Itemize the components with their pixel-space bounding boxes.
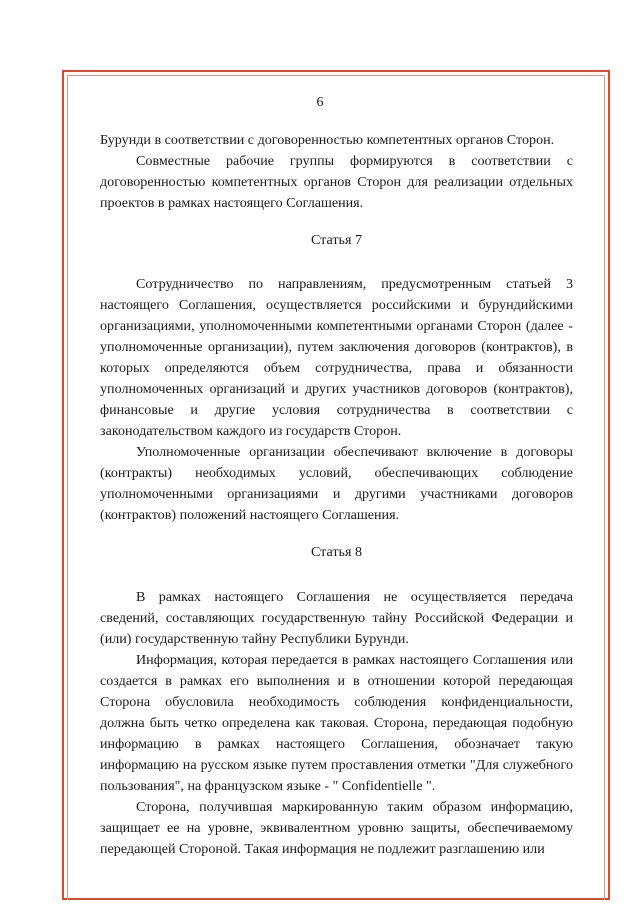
paragraph: Сторона, получившая маркированную таким образом информацию, защищает ее на уровне, эквивалентном уровню защиты, обеспечиваемому передающей Стороной. Такая информация не подлежит разглашению или bbox=[100, 799, 573, 857]
paragraph: Информация, которая передается в рамках настоящего Соглашения или создается в рамках его выполнения и в отношении которой передающая Сторона обусловила необходимость соблюдения конфиденциальности, должна быть четко определена как таковая. Сторона, передающая подобную информацию в рамках настоящего Соглашения, обозначает такую информацию на русском языке путем проставления отметки "Для служебного пользования", на французском языке - " Confidentielle ". bbox=[100, 652, 573, 794]
document-body bbox=[100, 130, 573, 860]
page-number: 6 bbox=[316, 95, 324, 110]
article-heading-7: Статья 7 bbox=[310, 232, 363, 248]
paragraph: Бурунди в соответствии с договоренностью компетентных органов Сторон. bbox=[100, 132, 555, 148]
paragraph: Уполномоченные организации обеспечивают включение в договоры (контракты) необходимых условий, обеспечивающих соблюдение уполномоченными организациями и другими участниками договоров (контрактов) положений настоящего Соглашения. bbox=[100, 444, 573, 523]
paragraph: Сотрудничество по направлениям, предусмотренным статьей 3 настоящего Соглашения, осуществляется российскими и бурундийскими организациями, уполномоченными компетентными органами Сторон (далее - уполномоченные организации), путем заключения договоров (контрактов), в которых определяются объем сотрудничества, права и обязанности уполномоченных организаций и других участников договоров (контрактов), финансовые и другие условия сотрудничества в соответствии с законодательством каждого из государств Сторон. bbox=[100, 276, 573, 439]
paragraph: В рамках настоящего Соглашения не осуществляется передача сведений, составляющих государственную тайну Российской Федерации и (или) государственную тайну Республики Бурунди. bbox=[100, 589, 573, 647]
article-heading-8: Статья 8 bbox=[310, 544, 363, 560]
paragraph: Совместные рабочие группы формируются в соответствии с договоренностью компетентных органов Сторон для реализации отдельных проектов в рамках настоящего Соглашения. bbox=[100, 153, 573, 211]
